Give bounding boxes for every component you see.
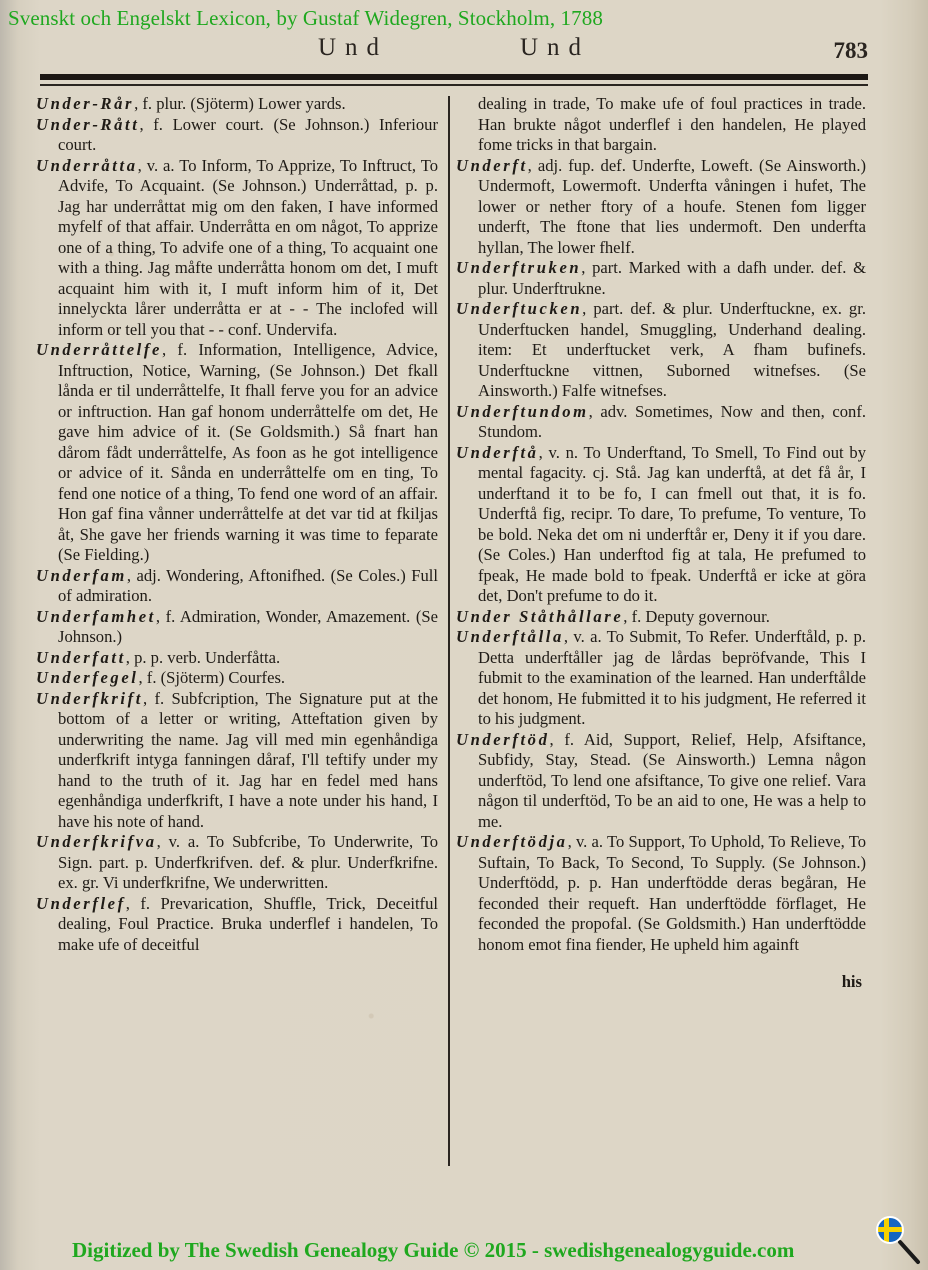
definition-text: , v. n. To Underftand, To Smell, To Find out by mental fagacity. cj. Stå. Jag kan underftå, at det få år, I underftand it to be fo, I can fmell out that, it is fo. Underftå fig, recipr. To dare, To prefume, To venture, To be bold. Neka det om ni underftår er, Deny it if you dare. (Se Coles.) Han underftod fig at tala, He prefumed to fpeak, He made bold to fpeak. Underftå er icke at göra det, Don't prefume to do it.	[478, 442, 866, 605]
definition-text: , f. Aid, Support, Relief, Help, Afsiftance, Subfidy, Stay, Stead. (Se Ainsworth.) Lemna någon underftöd, To lend one afsiftance, To give one relief. Vara någon til underftöd, To be an aid to one, He was a help to me.	[478, 729, 866, 831]
dictionary-entry	[36, 648, 438, 669]
dictionary-entry	[36, 607, 438, 648]
dictionary-entry	[456, 156, 866, 259]
dictionary-entry	[36, 894, 438, 956]
definition-text: dealing in trade, To make ufe of foul practices in trade. Han brukte något underflef i den handelen, He played fome tricks in that bargain.	[478, 94, 866, 154]
headword: Under-Rår	[36, 94, 135, 113]
dictionary-entry	[456, 258, 866, 299]
definition-text: , f. Lower court. (Se Johnson.) Inferiour court.	[58, 114, 438, 154]
dictionary-entry	[456, 627, 866, 730]
dictionary-entry	[36, 115, 438, 156]
dictionary-entry	[36, 689, 438, 833]
definition-text: , f. Information, Intelligence, Advice, Inftruction, Notice, Warning, (Se Johnson.) Det fkall lånda er til underråttelfe, It fhall ferve you for an advice or inftruction. Han gaf honom underråttelfe om det, He gave him advice of it. (Se Goldsmith.) Så fnart han dårom fådt underråttelfe, As foon as he got intelligence or advice of it. Sånda en underråttelfe om en ting, To fend one notice of a thing, To fend one word of an affair. Hon gaf fina vånner underråttelfe at det var tid at fkiljas åt, She gave her friends warning it was time to feparate (Se Fielding.)	[58, 340, 438, 564]
headword: Underftödja	[456, 832, 568, 851]
headword: Underftå	[456, 442, 539, 462]
headword: Underfamhet	[36, 606, 156, 626]
headword: Underft	[456, 155, 528, 175]
headword: Underftruken	[456, 258, 582, 277]
definition-text: , v. a. To Inform, To Apprize, To Inftruct, To Advife, To Acquaint. (Se Johnson.) Underråttad, p. p. Jag har underråttat mig om den faken, I have informed myfelf of that affair. Underråtta en om något, To apprize one of a thing, To advife one of a thing, To acquaint one with a thing. Jag måfte underråtta honom om det, I muft acquaint him with it, I muft inform him of it, Det innelyckta lårer underråtta er at - - The inclofed will inform or tell you that - - conf. Undervifa.	[58, 155, 438, 339]
headword: Underfegel	[36, 668, 139, 687]
dictionary-entry	[36, 340, 438, 566]
definition-text: , f. plur. (Sjöterm) Lower yards.	[134, 94, 346, 113]
header-rule-thin	[40, 84, 868, 86]
definition-text: , adj. fup. def. Underfte, Loweft. (Se Ainsworth.) Undermoft, Lowermoft. Underfta våningen i hufet, The lower or nether ftory of a houfe. Stenen fom ligger underft, The ftone that lies undermoft. Den underfta hyllan, The lower fhelf.	[478, 155, 866, 257]
definition-text: , v. a. To Submit, To Refer. Underftåld, p. p. Detta underftåller jag de lårdas bepröfvande, This I fubmit to the examination of the learned. Han underftålde det honom, He fubmitted it to his judgment, He referred it to his judgment.	[478, 627, 866, 728]
definition-text: , p. p. verb. Underfåtta.	[125, 647, 281, 667]
dictionary-entry	[456, 607, 866, 628]
dictionary-entry	[456, 832, 866, 955]
dictionary-entry	[456, 443, 866, 607]
magnifier-swedish-flag-icon	[874, 1214, 924, 1268]
headword: Underftundom	[456, 401, 589, 421]
definition-text: , f. Deputy governour.	[623, 606, 770, 626]
definition-text: , part. def. & plur. Underftuckne, ex. gr. Underftucken handel, Smuggling, Underhand dealing. item: Et underftucket verk, A fham bufinefs. Underftuckne vittnen, Suborned witnefses. (Se Ainsworth.) Falfe witnefses.	[478, 299, 866, 400]
headword: Underfam	[36, 565, 127, 585]
definition-text: , v. a. To Support, To Uphold, To Relieve, To Suftain, To Back, To Second, To Supply. (Se Johnson.) Underftödd, p. p. Han underftödde deras begåran, He feconded their requeft. Han underftödde förflaget, He feconded the propofal. (Se Goldsmith.) Han underftödde honom emot fina fiender, He upheld him againft	[478, 832, 866, 954]
definition-text: , f. Admiration, Wonder, Amazement. (Se Johnson.)	[58, 606, 438, 646]
definition-text: , part. Marked with a dafh under. def. & plur. Underftrukne.	[478, 258, 866, 298]
headword: Underftålla	[456, 627, 564, 646]
running-head-right: Und	[520, 34, 591, 61]
headword: Under-Rått	[36, 114, 140, 134]
headword: Underftucken	[456, 299, 583, 318]
dictionary-entry	[456, 299, 866, 402]
dictionary-entry	[36, 566, 438, 607]
dictionary-entry	[36, 156, 438, 341]
headword: Underfkrifva	[36, 832, 157, 851]
definition-text: , f. Subfcription, The Signature put at the bottom of a letter or writing, Atteftation given by underwriting the name. Jag vill med min egenhåndiga underfkrift intyga fanningen dåraf, I'll teftify under my hand to the truth of it. Jag har en fedel med hans egenhåndiga underfkrift, I have a note under his hand, I have his note of hand.	[58, 688, 438, 831]
watermark-footer: Digitized by The Swedish Genealogy Guide © 2015 - swedishgenealogyguide.com	[72, 1238, 795, 1262]
headword: Underfatt	[36, 647, 126, 667]
dictionary-entry	[36, 668, 438, 689]
definition-text: , f. (Sjöterm) Courfes.	[138, 668, 286, 687]
running-head-left: Und	[318, 34, 389, 61]
headword: Underfkrift	[36, 688, 143, 708]
dictionary-entry	[456, 730, 866, 833]
headword: Underråtta	[36, 155, 138, 175]
headword: Underflef	[36, 893, 126, 913]
page-number: 783	[833, 38, 868, 63]
definition-text: , adj. Wondering, Aftonifhed. (Se Coles.) Full of admiration.	[58, 565, 438, 605]
definition-text: , adv. Sometimes, Now and then, conf. Stundom.	[478, 401, 866, 441]
headword: Underftöd	[456, 729, 550, 749]
dictionary-entry	[456, 94, 866, 156]
header-rule-thick	[40, 74, 868, 80]
column-divider	[448, 96, 450, 1166]
right-column	[456, 94, 866, 1009]
running-head	[0, 34, 928, 66]
definition-text: , f. Prevarication, Shuffle, Trick, Deceitful dealing, Foul Practice. Bruka underflef i handelen, To make ufe of deceitful	[58, 893, 438, 954]
watermark-title: Svenskt och Engelskt Lexicon, by Gustaf Widegren, Stockholm, 1788	[8, 6, 603, 30]
dictionary-entry	[456, 402, 866, 443]
catchword: his	[841, 971, 862, 991]
dictionary-entry	[36, 94, 438, 115]
headword: Under Ståthållare	[456, 606, 624, 626]
headword: Underråttelfe	[36, 340, 162, 359]
left-column	[36, 94, 438, 955]
dictionary-entry	[36, 832, 438, 894]
definition-text: , v. a. To Subfcribe, To Underwrite, To Sign. part. p. Underfkrifven. def. & plur. Underfkrifne. ex. gr. Vi underfkrifne, We underwritten.	[58, 832, 438, 892]
